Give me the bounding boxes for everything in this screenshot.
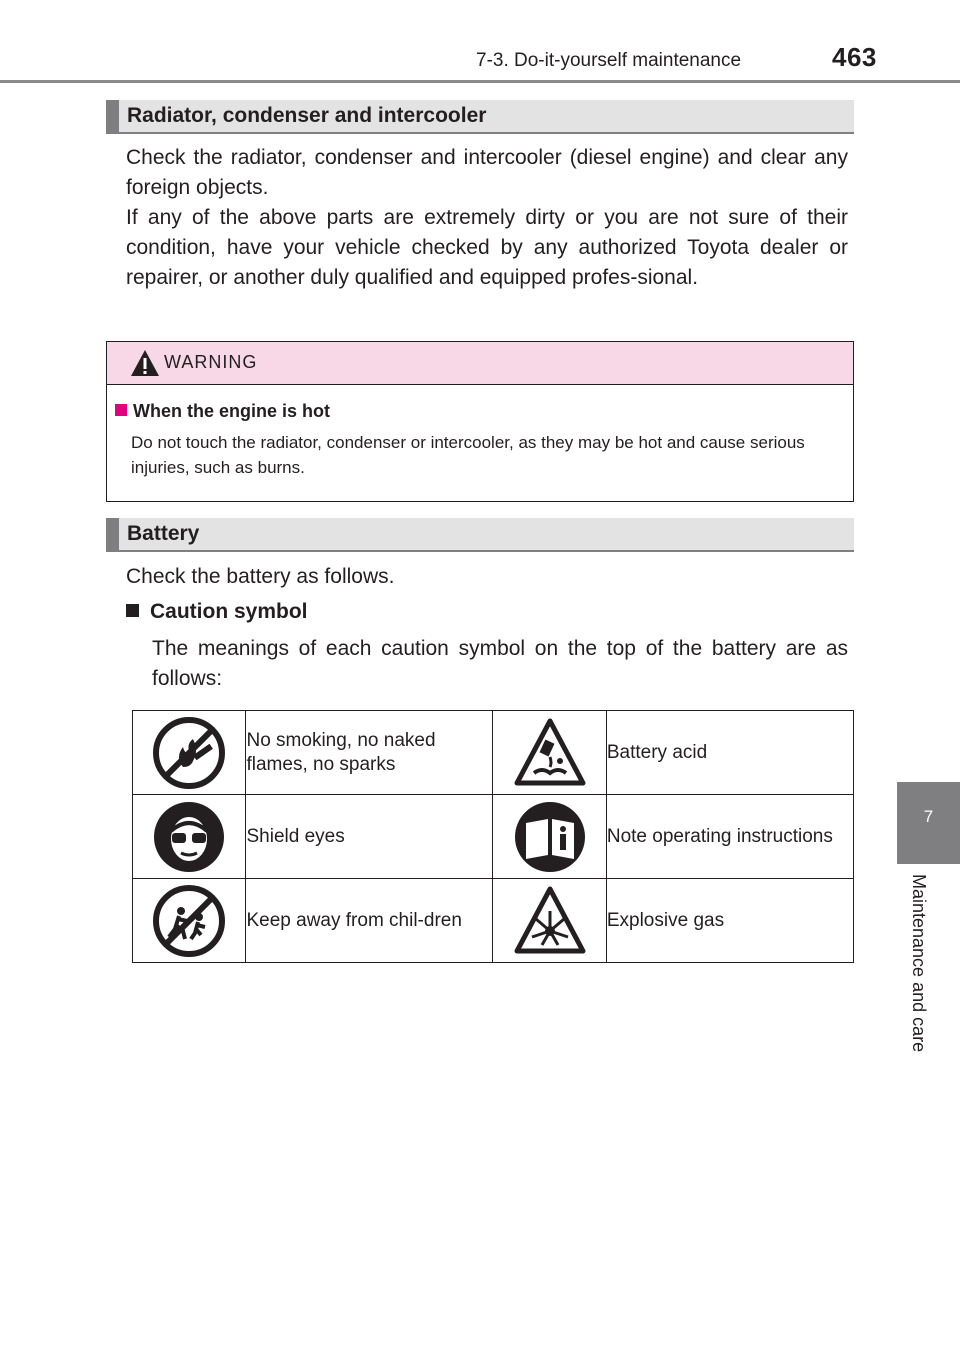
page-header xyxy=(0,0,960,84)
symbol-label: Battery acid xyxy=(606,711,853,795)
symbol-label: Note operating instructions xyxy=(606,795,853,879)
symbol-label: Shield eyes xyxy=(246,795,493,879)
symbol-icon-cell xyxy=(493,879,606,963)
battery-intro: Check the battery as follows. xyxy=(126,565,395,588)
battery-acid-icon xyxy=(514,717,586,789)
symbol-icon-cell xyxy=(493,711,606,795)
section-title-battery: Battery xyxy=(127,522,200,545)
symbol-icon-cell xyxy=(133,711,246,795)
radiator-paragraph-2: If any of the above parts are extremely dirty or you are not sure of their condition, have your vehicle checked by any authorized Toyota dealer or repairer, or another duly qualified and equipped profes-sional. xyxy=(126,206,848,289)
caution-symbol-heading xyxy=(126,600,308,624)
symbol-icon-cell xyxy=(133,795,246,879)
warning-subheading-text: When the engine is hot xyxy=(133,401,330,421)
symbol-label: No smoking, no naked flames, no sparks xyxy=(246,711,493,795)
header-section-title: 7-3. Do-it-yourself maintenance xyxy=(476,50,742,71)
warning-box xyxy=(106,341,854,502)
shield-eyes-icon xyxy=(153,801,225,873)
symbol-icon-cell xyxy=(133,879,246,963)
table-row xyxy=(133,711,854,795)
chapter-label: Maintenance and care xyxy=(909,874,929,1053)
table-row xyxy=(133,795,854,879)
symbol-label: Explosive gas xyxy=(606,879,853,963)
operating-instructions-icon xyxy=(514,801,586,873)
warning-subheading xyxy=(115,401,330,422)
table-row xyxy=(133,879,854,963)
chapter-tab: 7 xyxy=(897,782,960,864)
explosive-gas-icon xyxy=(514,885,586,957)
radiator-paragraph-1: Check the radiator, condenser and intercooler (diesel engine) and clear any foreign objects. xyxy=(126,146,848,199)
section-title-radiator: Radiator, condenser and intercooler xyxy=(127,104,487,127)
warning-header xyxy=(107,342,853,385)
keep-away-children-icon xyxy=(153,885,225,957)
square-bullet-icon xyxy=(126,604,139,617)
section-heading-battery xyxy=(106,518,854,552)
symbol-label: Keep away from chil-dren xyxy=(246,879,493,963)
caution-symbol-description: The meanings of each caution symbol on the top of the battery are as follows: xyxy=(152,637,848,690)
symbol-icon-cell xyxy=(493,795,606,879)
warning-title: WARNING xyxy=(164,352,258,372)
caution-symbol-heading-text: Caution symbol xyxy=(150,600,308,623)
page-number: 463 xyxy=(832,42,877,72)
section-heading-radiator xyxy=(106,100,854,134)
warning-triangle-icon xyxy=(130,349,160,377)
warning-body: Do not touch the radiator, condenser or intercooler, as they may be hot and cause serious injuries, such as burns. xyxy=(131,433,805,477)
pink-square-bullet-icon xyxy=(115,404,127,416)
header-rule xyxy=(0,80,960,83)
caution-symbols-table xyxy=(132,710,854,963)
no-smoking-icon xyxy=(153,717,225,789)
